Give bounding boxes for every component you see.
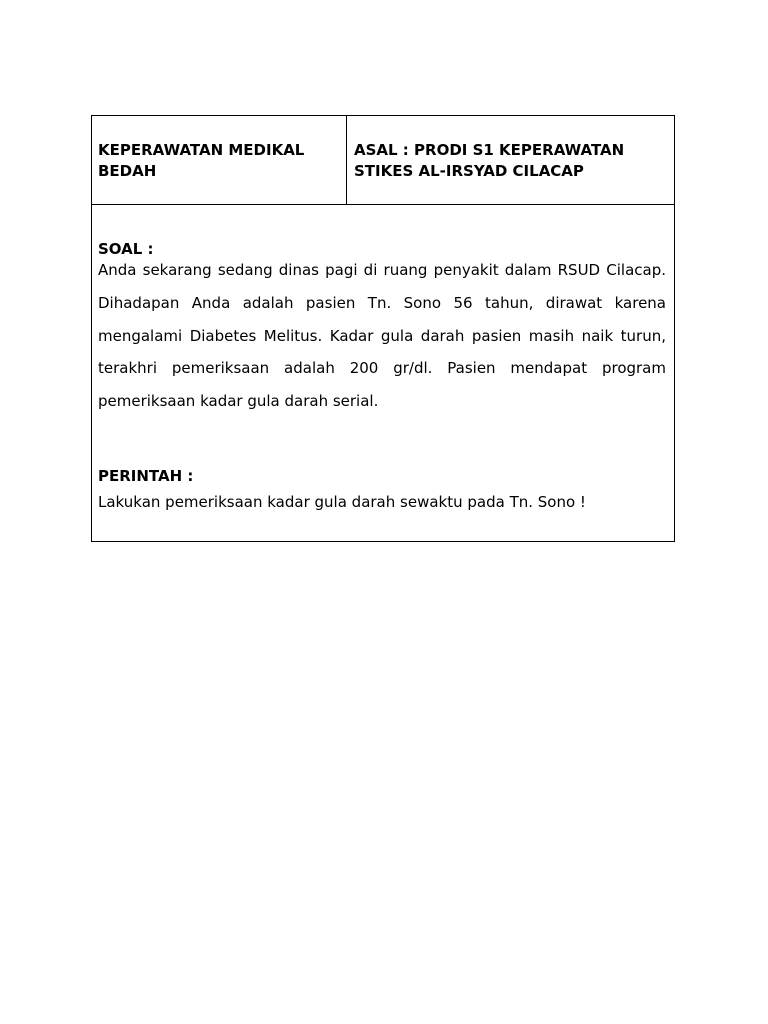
soal-text: Anda sekarang sedang dinas pagi di ruang penyakit dalam RSUD Cilacap. Dihadapan Anda adalah pasien Tn. Sono 56 tahun, dirawat karena mengalami Diabetes Melitus. Kadar gula darah pasien masih naik turun, terakhri pemeriksaan adalah 200 gr/dl. Pasien mendapat program pemeriksaan kadar gula darah serial. [98,261,666,411]
case-card [91,115,675,542]
origin-title: ASAL : PRODI S1 KEPERAWATAN STIKES AL-IRSYAD CILACAP [354,141,625,180]
soal-heading: SOAL : [98,240,154,258]
card-header-row [92,116,674,205]
perintah-heading: PERINTAH : [98,467,194,485]
perintah-text: Lakukan pemeriksaan kadar gula darah sewaktu pada Tn. Sono ! [98,493,586,511]
subject-title: KEPERAWATAN MEDIKAL BEDAH [92,116,347,204]
